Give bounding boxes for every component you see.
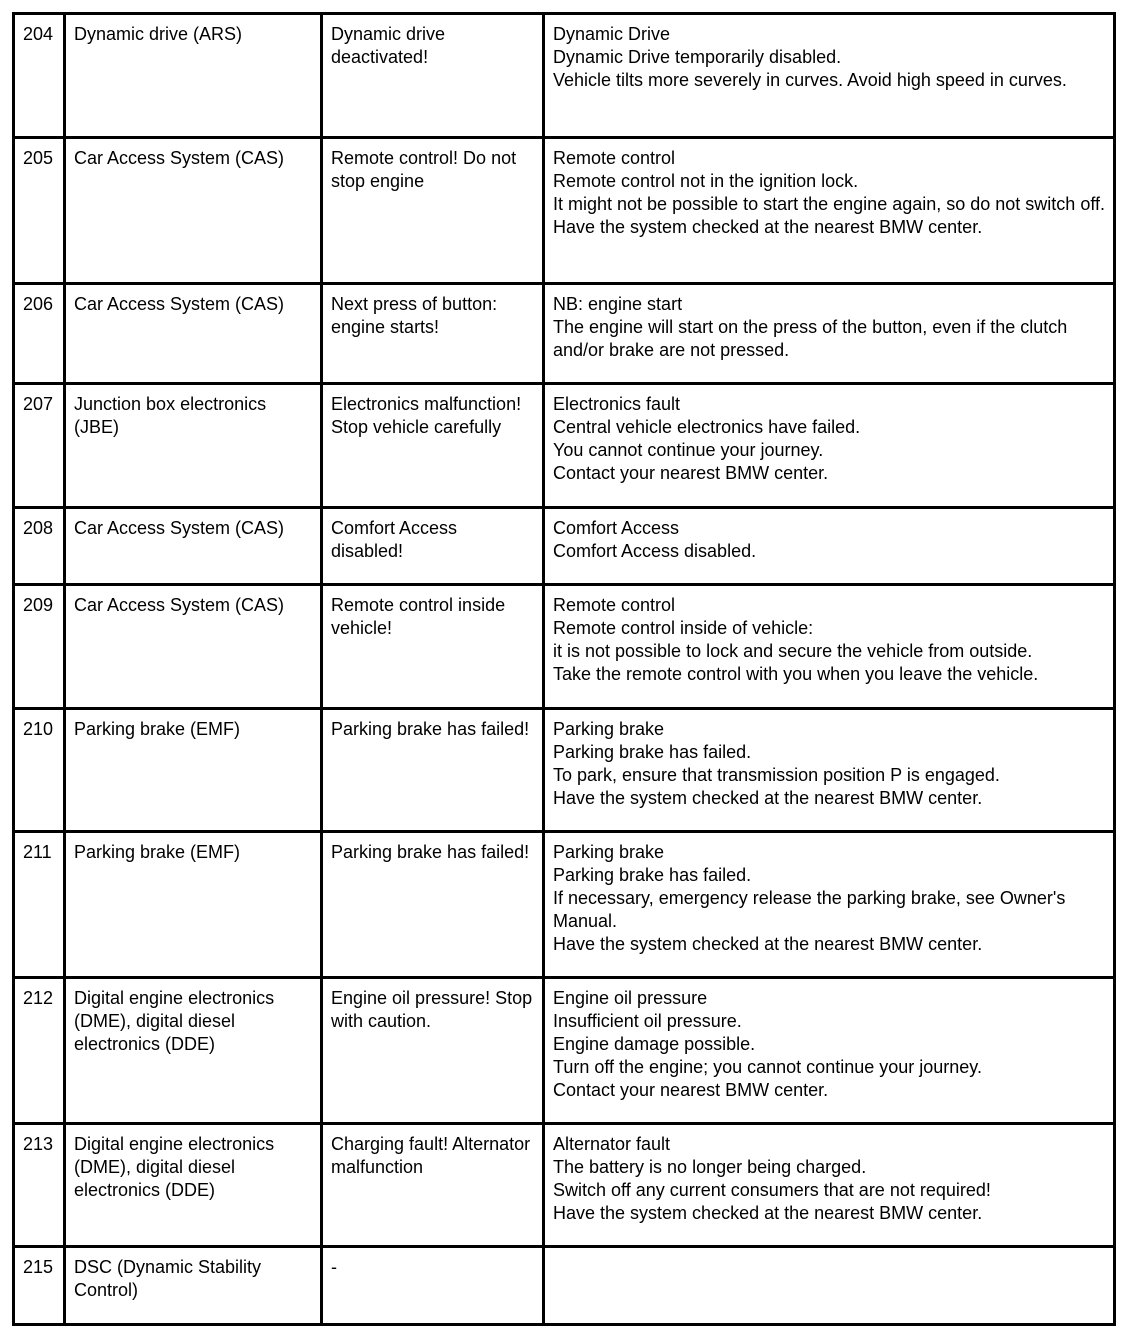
table-row (14, 978, 1115, 1124)
system-cell: Car Access System (CAS) (65, 508, 322, 585)
description-cell (544, 832, 1115, 978)
display-message-cell: - (322, 1247, 544, 1325)
description-line: You cannot continue your journey. (553, 440, 824, 460)
description-line: Have the system checked at the nearest BMW center. (553, 934, 983, 954)
description-heading: Remote control (553, 595, 676, 615)
description-line: Remote control not in the ignition lock. (553, 171, 859, 191)
description-cell (544, 709, 1115, 832)
description-line: It might not be possible to start the engine again, so do not switch off. (553, 194, 1106, 214)
description-line: Parking brake has failed. (553, 865, 752, 885)
display-message-cell: Charging fault! Alternator malfunction (322, 1124, 544, 1247)
description-cell (544, 585, 1115, 709)
description-cell (544, 14, 1115, 138)
description-heading: Remote control (553, 148, 676, 168)
system-cell: Dynamic drive (ARS) (65, 14, 322, 138)
description-line: it is not possible to lock and secure the vehicle from outside. (553, 641, 1033, 661)
display-message-cell: Parking brake has failed! (322, 709, 544, 832)
description-heading: Dynamic Drive (553, 24, 671, 44)
description-heading: NB: engine start (553, 294, 683, 314)
display-message-cell: Comfort Access disabled! (322, 508, 544, 585)
message-number-cell: 204 (14, 14, 65, 138)
description-cell (544, 508, 1115, 585)
description-line: The battery is no longer being charged. (553, 1157, 867, 1177)
display-message-cell: Engine oil pressure! Stop with caution. (322, 978, 544, 1124)
system-cell: Car Access System (CAS) (65, 585, 322, 709)
description-heading: Parking brake (553, 719, 665, 739)
system-cell: Parking brake (EMF) (65, 709, 322, 832)
description-heading: Electronics fault (553, 394, 681, 414)
description-cell (544, 284, 1115, 384)
table-row (14, 585, 1115, 709)
description-line: To park, ensure that transmission position P is engaged. (553, 765, 1000, 785)
description-heading: Alternator fault (553, 1134, 671, 1154)
description-line: Engine damage possible. (553, 1034, 756, 1054)
description-line: Central vehicle electronics have failed. (553, 417, 861, 437)
display-message-cell: Dynamic drive deactivated! (322, 14, 544, 138)
description-cell (544, 1247, 1115, 1325)
table-row (14, 138, 1115, 284)
description-line: Remote control inside of vehicle: (553, 618, 814, 638)
message-number-cell: 209 (14, 585, 65, 709)
message-number-cell: 215 (14, 1247, 65, 1325)
description-line: Take the remote control with you when you leave the vehicle. (553, 664, 1039, 684)
table-row (14, 1124, 1115, 1247)
description-line: Contact your nearest BMW center. (553, 463, 829, 483)
description-line: Turn off the engine; you cannot continue your journey. (553, 1057, 982, 1077)
table-row (14, 14, 1115, 138)
system-cell: Junction box electronics (JBE) (65, 384, 322, 508)
table-row (14, 832, 1115, 978)
message-number-cell: 212 (14, 978, 65, 1124)
description-line: If necessary, emergency release the parking brake, see Owner's Manual. (553, 888, 1066, 931)
description-cell (544, 1124, 1115, 1247)
message-number-cell: 207 (14, 384, 65, 508)
table-row (14, 384, 1115, 508)
message-number-cell: 213 (14, 1124, 65, 1247)
table-row (14, 284, 1115, 384)
message-number-cell: 210 (14, 709, 65, 832)
message-number-cell: 208 (14, 508, 65, 585)
description-line: Switch off any current consumers that are not required! (553, 1180, 991, 1200)
system-cell: Car Access System (CAS) (65, 138, 322, 284)
message-number-cell: 205 (14, 138, 65, 284)
description-line: Dynamic Drive temporarily disabled. (553, 47, 842, 67)
system-cell: Digital engine electronics (DME), digital diesel electronics (DDE) (65, 1124, 322, 1247)
table-row (14, 1247, 1115, 1325)
description-cell (544, 384, 1115, 508)
table-row (14, 508, 1115, 585)
description-cell (544, 978, 1115, 1124)
system-cell: DSC (Dynamic Stability Control) (65, 1247, 322, 1325)
description-line: The engine will start on the press of the button, even if the clutch and/or brake are not pressed. (553, 317, 1068, 360)
description-heading: Comfort Access (553, 518, 680, 538)
display-message-cell: Next press of button: engine starts! (322, 284, 544, 384)
description-line: Vehicle tilts more severely in curves. Avoid high speed in curves. (553, 70, 1067, 90)
description-line: Contact your nearest BMW center. (553, 1080, 829, 1100)
description-line: Insufficient oil pressure. (553, 1011, 742, 1031)
description-line: Parking brake has failed. (553, 742, 752, 762)
display-message-cell: Parking brake has failed! (322, 832, 544, 978)
description-line: Have the system checked at the nearest BMW center. (553, 788, 983, 808)
table-body (14, 14, 1115, 1325)
description-line: Comfort Access disabled. (553, 541, 757, 561)
display-message-cell: Remote control inside vehicle! (322, 585, 544, 709)
display-message-cell: Electronics malfunction! Stop vehicle carefully (322, 384, 544, 508)
system-cell: Parking brake (EMF) (65, 832, 322, 978)
description-cell (544, 138, 1115, 284)
description-heading: Parking brake (553, 842, 665, 862)
message-number-cell: 211 (14, 832, 65, 978)
table-row (14, 709, 1115, 832)
system-cell: Car Access System (CAS) (65, 284, 322, 384)
description-line: Have the system checked at the nearest BMW center. (553, 217, 983, 237)
description-line: Have the system checked at the nearest BMW center. (553, 1203, 983, 1223)
description-heading: Engine oil pressure (553, 988, 708, 1008)
system-cell: Digital engine electronics (DME), digital diesel electronics (DDE) (65, 978, 322, 1124)
check-control-table (12, 12, 1116, 1326)
display-message-cell: Remote control! Do not stop engine (322, 138, 544, 284)
message-number-cell: 206 (14, 284, 65, 384)
